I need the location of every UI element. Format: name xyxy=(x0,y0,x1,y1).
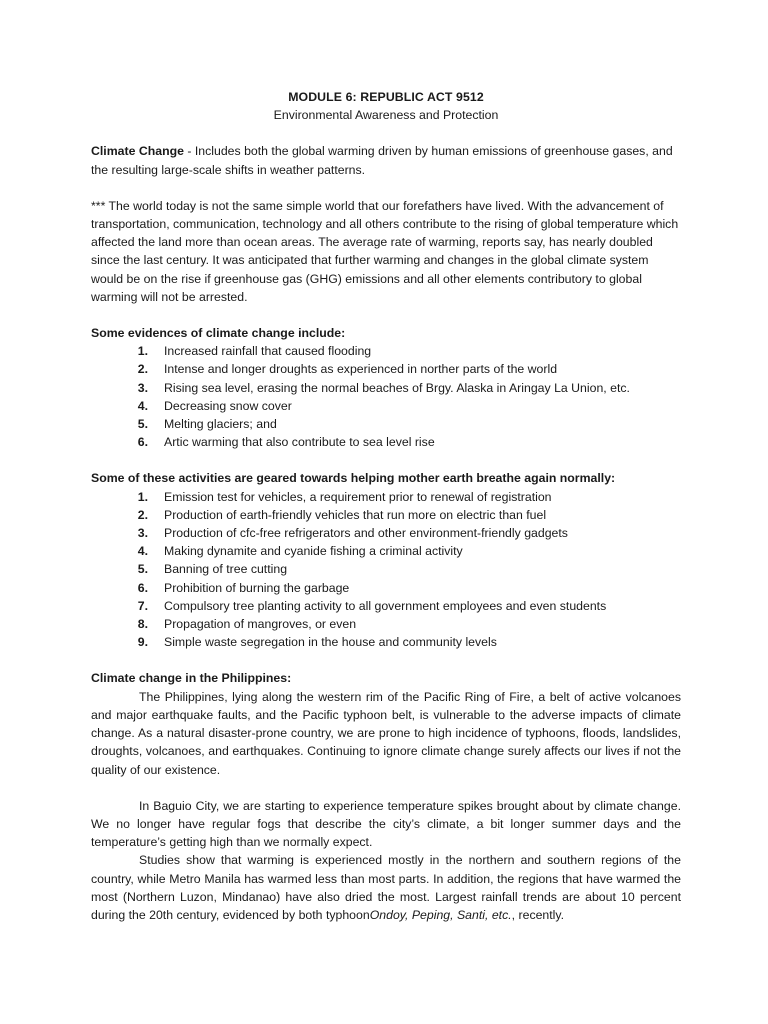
document-subtitle: Environmental Awareness and Protection xyxy=(273,108,499,123)
list-item-number: 3. xyxy=(137,526,148,541)
document-title: MODULE 6: REPUBLIC ACT 9512 xyxy=(288,90,484,104)
list-item xyxy=(91,615,681,633)
list-item-text: Banning of tree cutting xyxy=(164,562,288,577)
list-item xyxy=(91,360,681,378)
list-item-number: 1. xyxy=(137,344,148,359)
list-item-text: Simple waste segregation in the house and community levels xyxy=(164,635,497,650)
philippines-paragraph-1: The Philippines, lying along the western rim of the Pacific Ring of Fire, a belt of active volcanoes and major earthquake faults, and the Pacific typhoon belt, is vulnerable to the adverse impacts of climate change. As a natural disaster-prone country, we are prone to high incidence of typhoons, floods, landslides, droughts, volcanoes, and earthquakes. Continuing to ignore climate change surely affects our lives if not the quality of our existence. xyxy=(91,689,681,777)
list-item-text: Making dynamite and cyanide fishing a criminal activity xyxy=(164,544,463,559)
list-item xyxy=(91,524,681,542)
definition-term: Climate Change xyxy=(91,144,184,159)
list-item-number: 6. xyxy=(137,580,148,595)
typhoon-names: Ondoy, Peping, Santi, etc. xyxy=(369,907,512,922)
list-item-number: 4. xyxy=(137,544,148,559)
list-item-number: 7. xyxy=(137,598,148,613)
list-item-text: Compulsory tree planting activity to all government employees and even students xyxy=(164,598,607,613)
list-item-number: 2. xyxy=(137,507,148,522)
list-item xyxy=(91,597,681,615)
list-item-text: Production of cfc-free refrigerators and other environment-friendly gadgets xyxy=(164,526,568,541)
list-item-number: 5. xyxy=(137,562,148,577)
list-item-text: Prohibition of burning the garbage xyxy=(164,580,350,595)
list-item-number: 9. xyxy=(137,635,148,650)
list-item-text: Melting glaciers; and xyxy=(164,417,277,432)
philippines-paragraph-3 xyxy=(91,851,681,924)
list-item xyxy=(91,579,681,597)
evidences-heading: Some evidences of climate change include: xyxy=(91,326,346,341)
list-item-number: 5. xyxy=(137,417,148,432)
definition-text: - Includes both the global warming driven by human emissions of greenhouse gases, and the resulting large-scale shifts in weather patterns. xyxy=(91,144,673,177)
list-item xyxy=(91,560,681,578)
list-item xyxy=(91,397,681,415)
list-item-text: Decreasing snow cover xyxy=(164,398,292,413)
activities-heading: Some of these activities are geared towards helping mother earth breathe again normally: xyxy=(91,471,616,486)
climate-change-definition xyxy=(91,142,681,178)
list-item-text: Artic warming that also contribute to sea level rise xyxy=(164,435,435,450)
list-item xyxy=(91,633,681,651)
list-item-number: 3. xyxy=(137,380,148,395)
list-item xyxy=(91,542,681,560)
list-item xyxy=(91,433,681,451)
list-item xyxy=(91,379,681,397)
list-item xyxy=(91,415,681,433)
list-item-text: Propagation of mangroves, or even xyxy=(164,617,357,632)
list-item-number: 8. xyxy=(137,617,148,632)
list-item xyxy=(91,342,681,360)
list-item xyxy=(91,506,681,524)
list-item xyxy=(91,488,681,506)
philippines-paragraph-2: In Baguio City, we are starting to experience temperature spikes brought about by climate change. We no longer have regular fogs that describe the city’s climate, a bit longer summer days and the temperature’s getting high than we normally expect. xyxy=(91,798,681,850)
list-item-number: 2. xyxy=(137,362,148,377)
document-page xyxy=(91,88,681,924)
list-item-number: 1. xyxy=(137,489,148,504)
activities-list xyxy=(91,488,681,652)
list-item-text: Increased rainfall that caused flooding xyxy=(164,344,372,359)
list-item-number: 6. xyxy=(137,435,148,450)
list-item-number: 4. xyxy=(137,398,148,413)
intro-paragraph: *** The world today is not the same simple world that our forefathers have lived. With the advancement of transportation, communication, technology and all others contribute to the rising of global temperature which affected the land more than ocean areas. The average rate of warming, reports say, has nearly doubled since the last century. It was anticipated that further warming and changes in the global climate system would be on the rise if greenhouse gas (GHG) emissions and all other elements contributory to global warming will not be arrested. xyxy=(91,198,679,304)
paragraph-3-text: Studies show that warming is experienced mostly in the northern and southern regions of the country, while Metro Manila has warmed less than most parts. In addition, the regions that have warmed the most (Northern Luzon, Mindanao) have also dried the most. Largest rainfall trends are about 10 percent during the 20th century, evidenced by both typhoon xyxy=(91,853,681,922)
philippines-heading: Climate change in the Philippines: xyxy=(91,671,292,686)
list-item-text: Emission test for vehicles, a requirement prior to renewal of registration xyxy=(164,489,552,504)
list-item-text: Production of earth-friendly vehicles that run more on electric than fuel xyxy=(164,507,547,522)
evidences-list xyxy=(91,342,681,451)
list-item-text: Intense and longer droughts as experienced in norther parts of the world xyxy=(164,362,558,377)
list-item-text: Rising sea level, erasing the normal beaches of Brgy. Alaska in Aringay La Union, etc. xyxy=(164,380,630,395)
paragraph-3-end: , recently. xyxy=(511,907,565,922)
